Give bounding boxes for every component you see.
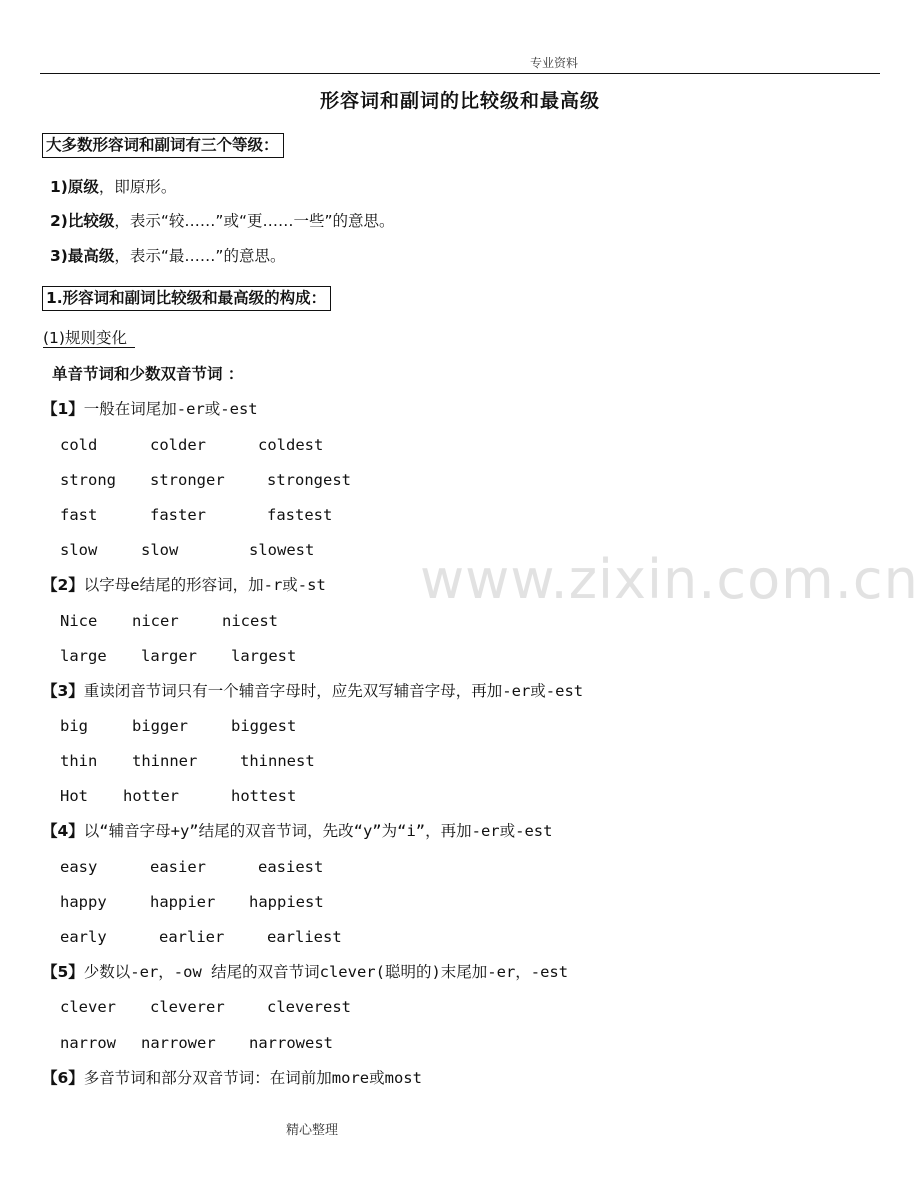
example-positive: slow bbox=[60, 541, 98, 559]
rule-line bbox=[42, 1068, 422, 1088]
rule-line bbox=[42, 575, 326, 595]
example-superlative: hottest bbox=[231, 787, 297, 805]
item-term: 原级 bbox=[67, 178, 99, 196]
rule-text: 以字母e结尾的形容词，加-r或-st bbox=[83, 576, 326, 594]
rule-text: 一般在词尾加-er或-est bbox=[83, 400, 258, 418]
example-superlative: slowest bbox=[249, 541, 315, 559]
sub-heading bbox=[43, 328, 135, 348]
example-comparative: colder bbox=[150, 436, 206, 454]
intro-item bbox=[50, 246, 285, 266]
example-positive: strong bbox=[60, 471, 116, 489]
item-number: 3) bbox=[50, 247, 68, 265]
example-comparative: faster bbox=[150, 506, 206, 524]
example-positive: easy bbox=[60, 858, 98, 876]
example-comparative: thinner bbox=[132, 752, 198, 770]
rule-line bbox=[42, 681, 583, 701]
example-superlative: narrowest bbox=[249, 1034, 333, 1052]
example-superlative: coldest bbox=[258, 436, 324, 454]
page-footer: 精心整理 bbox=[286, 1123, 339, 1138]
example-comparative: narrower bbox=[141, 1034, 216, 1052]
rule-label: 【3】 bbox=[42, 682, 84, 700]
item-number: 1) bbox=[50, 178, 68, 196]
example-superlative: earliest bbox=[267, 928, 342, 946]
rule-text: 重读闭音节词只有一个辅音字母时，应先双写辅音字母，再加-er或-est bbox=[83, 682, 584, 700]
example-superlative: nicest bbox=[222, 612, 278, 630]
example-positive: thin bbox=[60, 752, 98, 770]
example-comparative: cleverer bbox=[150, 998, 225, 1016]
rule-label: 【5】 bbox=[42, 963, 84, 981]
example-positive: clever bbox=[60, 998, 116, 1016]
rule-line bbox=[42, 962, 568, 982]
item-term: 最高级 bbox=[67, 247, 115, 265]
example-comparative: larger bbox=[141, 647, 197, 665]
rule-text: 多音节词和部分双音节词：在词前加more或most bbox=[83, 1069, 422, 1087]
example-superlative: easiest bbox=[258, 858, 324, 876]
rule-label: 【2】 bbox=[42, 576, 84, 594]
page-title: 形容词和副词的比较级和最高级 bbox=[319, 90, 600, 112]
example-comparative: bigger bbox=[132, 717, 188, 735]
example-positive: narrow bbox=[60, 1034, 116, 1052]
example-comparative: nicer bbox=[132, 612, 179, 630]
example-superlative: cleverest bbox=[267, 998, 351, 1016]
example-comparative: hotter bbox=[123, 787, 179, 805]
section-heading: 1.形容词和副词比较级和最高级的构成： bbox=[42, 286, 331, 311]
example-superlative: largest bbox=[231, 647, 297, 665]
intro-item bbox=[50, 177, 176, 197]
example-positive: large bbox=[60, 647, 107, 665]
rule-label: 【6】 bbox=[42, 1069, 84, 1087]
example-superlative: fastest bbox=[267, 506, 333, 524]
watermark: www.zixin.com.cn bbox=[420, 548, 919, 611]
rule-text: 以“辅音字母+y”结尾的双音节词，先改“y”为“i”，再加-er或-est bbox=[83, 822, 553, 840]
item-text: ，即原形。 bbox=[98, 178, 177, 196]
rule-label: 【1】 bbox=[42, 400, 84, 418]
example-positive: cold bbox=[60, 436, 98, 454]
sub-heading-text: (1)规则变化 bbox=[43, 329, 135, 348]
example-positive: happy bbox=[60, 893, 107, 911]
intro-heading: 大多数形容词和副词有三个等级： bbox=[42, 133, 284, 158]
example-positive: early bbox=[60, 928, 107, 946]
group-heading: 单音节词和少数双音节词 ： bbox=[52, 365, 244, 383]
header-text: 专业资料 bbox=[530, 56, 579, 70]
rule-line bbox=[42, 399, 258, 419]
item-text: ，表示“较……”或“更……一些”的意思。 bbox=[114, 212, 395, 230]
rule-line bbox=[42, 821, 552, 841]
example-positive: fast bbox=[60, 506, 98, 524]
example-superlative: thinnest bbox=[240, 752, 315, 770]
item-text: ，表示“最……”的意思。 bbox=[114, 247, 286, 265]
item-term: 比较级 bbox=[67, 212, 115, 230]
example-superlative: strongest bbox=[267, 471, 351, 489]
intro-item bbox=[50, 211, 395, 231]
example-positive: Hot bbox=[60, 787, 88, 805]
example-comparative: easier bbox=[150, 858, 206, 876]
rule-text: 少数以-er，-ow 结尾的双音节词clever(聪明的)末尾加-er，-est bbox=[83, 963, 569, 981]
rule-label: 【4】 bbox=[42, 822, 84, 840]
example-positive: big bbox=[60, 717, 88, 735]
example-comparative: stronger bbox=[150, 471, 225, 489]
header-divider bbox=[40, 73, 880, 74]
example-superlative: happiest bbox=[249, 893, 324, 911]
example-comparative: earlier bbox=[159, 928, 225, 946]
example-superlative: biggest bbox=[231, 717, 297, 735]
example-positive: Nice bbox=[60, 612, 98, 630]
item-number: 2) bbox=[50, 212, 68, 230]
example-comparative: happier bbox=[150, 893, 216, 911]
example-comparative: slow bbox=[141, 541, 179, 559]
